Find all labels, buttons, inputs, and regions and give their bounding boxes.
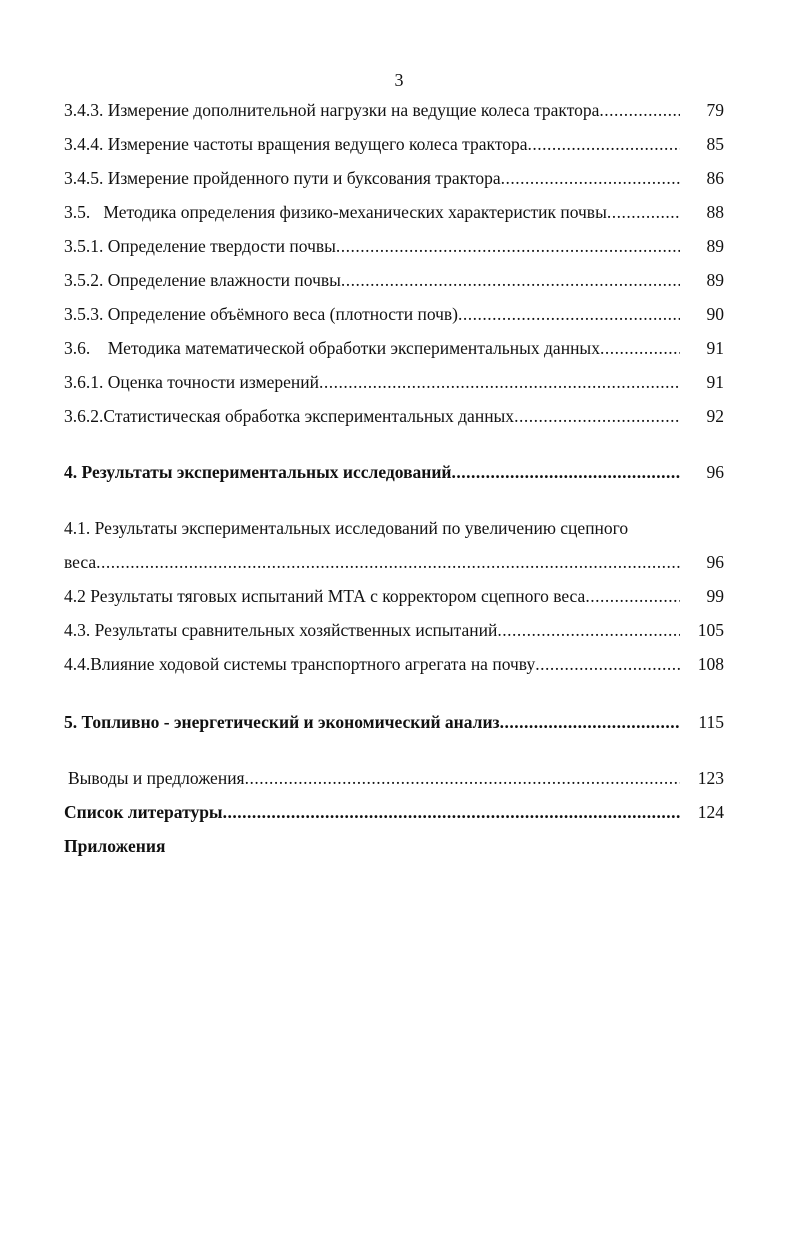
toc-entry-title: 3.4.4. Измерение частоты вращения ведущего колеса трактора [64,134,528,154]
toc-entry-title: 3.5.1. Определение твердости почвы [64,236,336,256]
toc-entry-title: 4.3. Результаты сравнительных хозяйственных испытаний [64,620,498,640]
toc-entry-page: 91 [706,372,724,392]
toc-entry [64,161,724,195]
toc-entry-page: 99 [706,586,724,606]
toc-entry-page: 92 [706,406,724,426]
dot-leader [319,365,680,399]
toc-entry [64,545,724,579]
dot-leader [96,545,680,579]
dot-leader [341,263,680,297]
dot-leader [501,161,680,195]
toc-entry-title: Приложения [64,836,166,856]
toc-entry-page: 89 [706,270,724,290]
toc-entry [64,511,724,545]
spacer [64,489,724,511]
spacer [64,433,724,455]
dot-leader [535,647,680,681]
toc-entry-title: 3.6. Методика математической обработки экспериментальных данных [64,338,600,358]
toc-entry [64,229,724,263]
toc-entry-page: 85 [706,134,724,154]
dot-leader [607,195,680,229]
toc-entry [64,647,724,681]
toc-entry [64,93,724,127]
toc-entry-title: 3.5.2. Определение влажности почвы [64,270,341,290]
toc-entry-page: 90 [706,304,724,324]
toc-entry-page: 96 [706,552,724,572]
toc-entry-page: 91 [706,338,724,358]
toc-entry-page: 115 [698,712,724,732]
toc-entry-title: 3.4.3. Измерение дополнительной нагрузки на ведущие колеса трактора [64,100,600,120]
toc-entry-title: Выводы и предложения [68,768,245,788]
spacer [64,739,724,761]
toc-chapter-entry [64,455,724,489]
toc-entry [64,127,724,161]
toc-entry-page: 96 [706,462,724,482]
toc-entry [64,761,724,795]
toc-entry-title: 4.1. Результаты экспериментальных исследований по увеличению сцепного [64,518,629,538]
dot-leader [336,229,680,263]
toc-chapter-entry [64,829,724,863]
toc-entry [64,613,724,647]
toc-entry-title: 3.4.5. Измерение пройденного пути и буксования трактора [64,168,501,188]
toc-entry [64,263,724,297]
toc-entry [64,331,724,365]
toc-entry-page: 86 [706,168,724,188]
page-number: 3 [394,70,404,90]
toc-entry-page: 124 [697,802,724,822]
toc-entry [64,579,724,613]
toc-entry-page: 108 [697,654,724,674]
toc-entry-title: 4.4.Влияние ходовой системы транспортного агрегата на почву [64,654,536,674]
toc-entry [64,365,724,399]
toc-entry-title: 3.6.2.Статистическая обработка экспериментальных данных [64,406,515,426]
dot-leader [514,399,680,433]
toc-entry-title: веса [64,552,97,572]
dot-leader [245,761,680,795]
toc-entry-page: 88 [706,202,724,222]
toc-entry-title: 4. Результаты экспериментальных исследований [64,462,452,482]
toc-entry [64,399,724,433]
toc-chapter-entry [64,705,724,739]
toc-entry-page: 105 [697,620,724,640]
dot-leader [585,579,680,613]
dot-leader [223,795,680,829]
toc-entry-title: 3.6.1. Оценка точности измерений [64,372,319,392]
dot-leader [452,455,680,489]
toc-entry-title: 4.2 Результаты тяговых испытаний МТА с корректором сцепного веса [64,586,586,606]
spacer [64,681,724,705]
toc-entry [64,195,724,229]
toc-entry-page: 89 [706,236,724,256]
dot-leader [528,127,680,161]
dot-leader [600,331,680,365]
table-of-contents [64,93,724,863]
dot-leader [599,93,680,127]
dot-leader [458,297,680,331]
toc-entry-title: Список литературы [64,802,223,822]
toc-entry-title: 5. Топливно - энергетический и экономический анализ [64,712,500,732]
dot-leader [497,613,680,647]
toc-entry-page: 79 [706,100,724,120]
dot-leader [500,705,680,739]
toc-entry-title: 3.5. Методика определения физико-механических характеристик почвы [64,202,607,222]
toc-entry-title: 3.5.3. Определение объёмного веса (плотности почв) [64,304,459,324]
toc-entry-page: 123 [697,768,724,788]
toc-entry [64,297,724,331]
toc-chapter-entry [64,795,724,829]
